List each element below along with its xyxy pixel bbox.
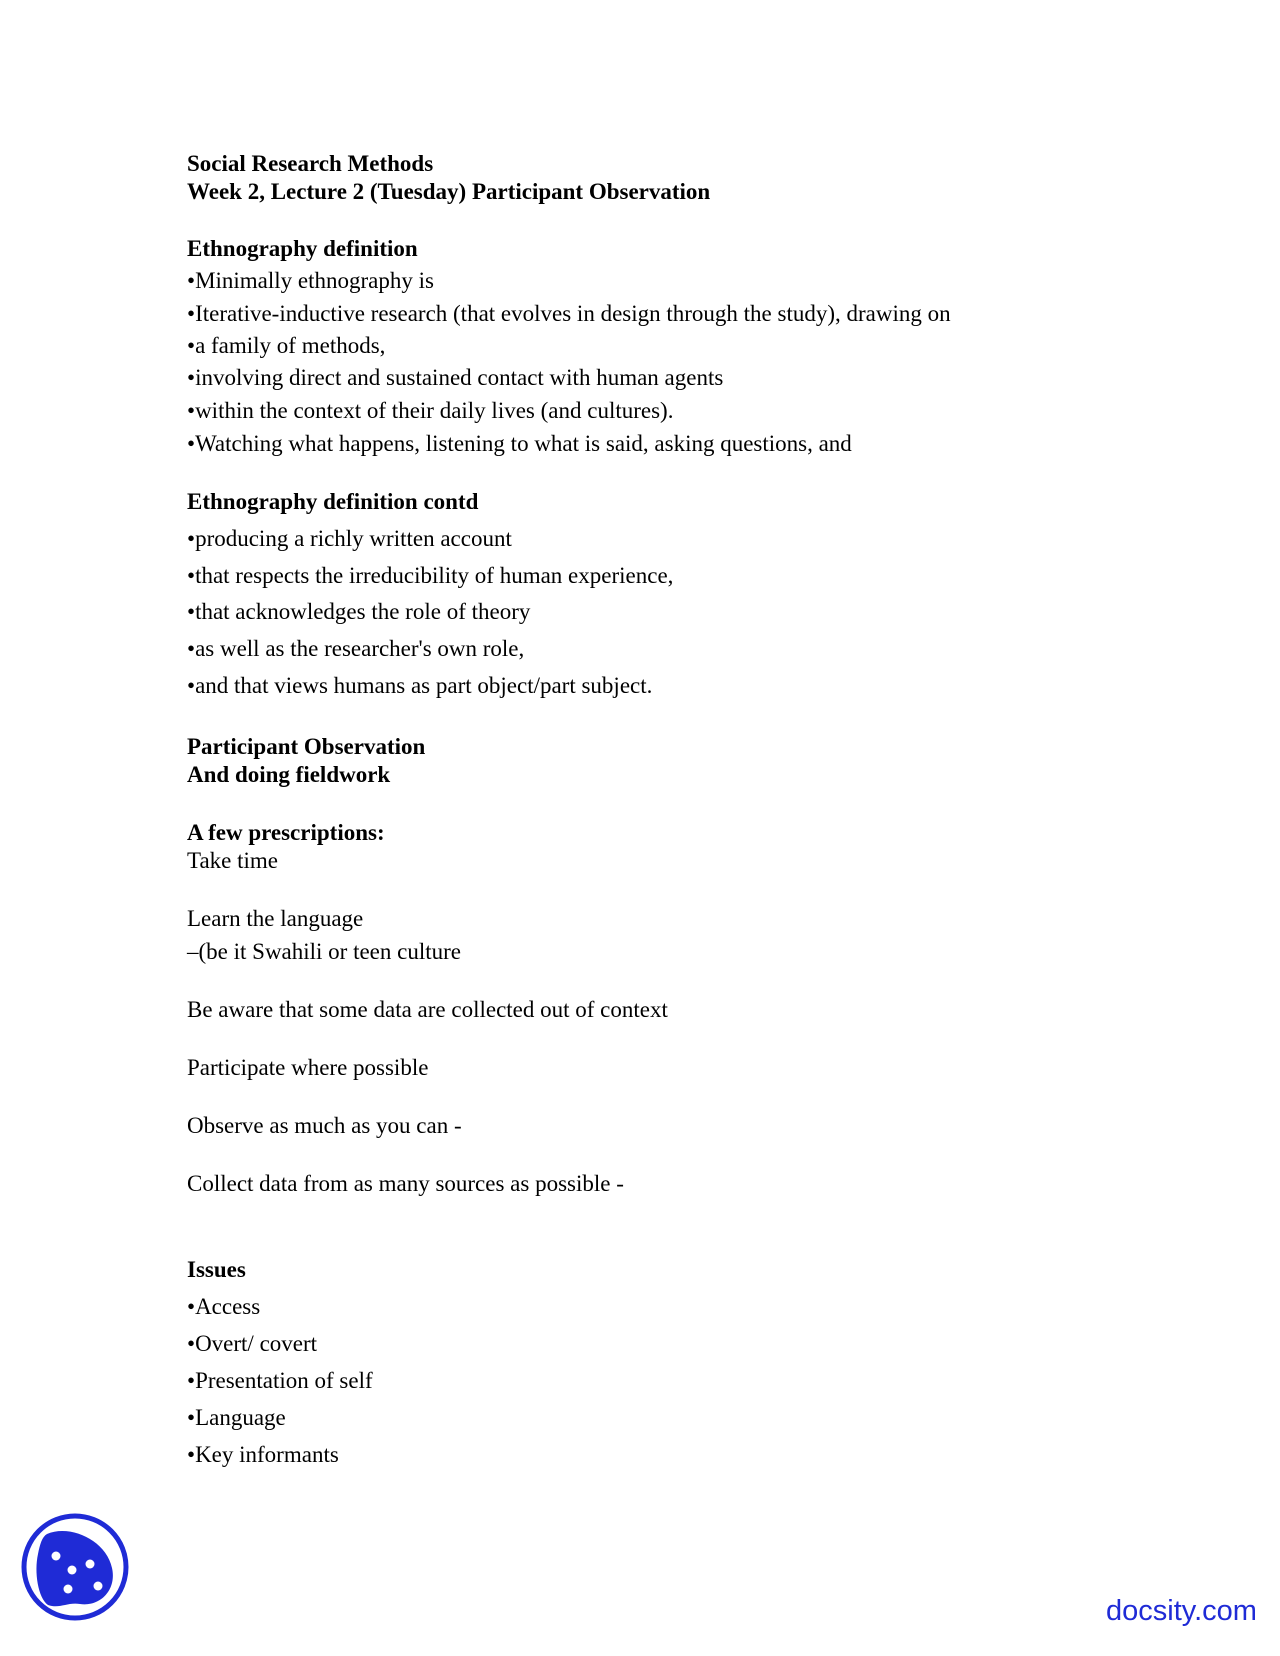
list-item bbox=[187, 598, 530, 626]
bullet-glyph: • bbox=[187, 268, 196, 293]
prescription-line: Be aware that some data are collected out of context bbox=[187, 997, 668, 1022]
list-item-text: Presentation of self bbox=[195, 1368, 373, 1393]
prescription-line: Collect data from as many sources as possible - bbox=[187, 1171, 624, 1196]
list-item bbox=[187, 672, 652, 700]
bullet-glyph: • bbox=[187, 636, 196, 661]
section-heading-ethnography-definition: Ethnography definition bbox=[187, 236, 418, 261]
bullet-glyph: • bbox=[187, 365, 196, 390]
bullet-glyph: • bbox=[187, 563, 196, 588]
section-heading-prescriptions: A few prescriptions: bbox=[187, 820, 385, 845]
list-item bbox=[187, 525, 512, 553]
bullet-glyph: • bbox=[187, 1294, 196, 1319]
list-item bbox=[187, 1293, 260, 1321]
list-item bbox=[187, 1330, 317, 1358]
list-item bbox=[187, 430, 852, 458]
bullet-glyph: • bbox=[187, 599, 196, 624]
list-item-text: Iterative-inductive research (that evolves in design through the study), drawing on bbox=[195, 301, 951, 326]
list-item-text: Key informants bbox=[195, 1442, 339, 1467]
list-item bbox=[187, 1367, 373, 1395]
list-item-text: a family of methods, bbox=[195, 333, 386, 358]
section-heading-doing-fieldwork: And doing fieldwork bbox=[187, 762, 391, 787]
bullet-glyph: • bbox=[187, 526, 196, 551]
list-item bbox=[187, 267, 434, 295]
bullet-glyph: • bbox=[187, 333, 196, 358]
list-item-text: within the context of their daily lives (and cultures). bbox=[195, 398, 674, 423]
list-item bbox=[187, 1404, 286, 1432]
prescription-line: –(be it Swahili or teen culture bbox=[187, 939, 462, 964]
prescription-line: Learn the language bbox=[187, 906, 364, 931]
list-item-text: that respects the irreducibility of human experience, bbox=[195, 563, 674, 588]
list-item-text: that acknowledges the role of theory bbox=[195, 599, 531, 624]
bullet-glyph: • bbox=[187, 1368, 196, 1393]
list-item bbox=[187, 1441, 339, 1469]
prescription-line: Participate where possible bbox=[187, 1055, 429, 1080]
list-item-text: Access bbox=[195, 1294, 261, 1319]
section-heading-participant-observation: Participant Observation bbox=[187, 734, 426, 759]
prescription-line: Observe as much as you can - bbox=[187, 1113, 462, 1138]
list-item bbox=[187, 332, 385, 360]
bullet-glyph: • bbox=[187, 431, 196, 456]
section-heading-issues: Issues bbox=[187, 1257, 246, 1282]
bullet-glyph: • bbox=[187, 398, 196, 423]
list-item-text: Minimally ethnography is bbox=[195, 268, 434, 293]
list-item bbox=[187, 364, 723, 392]
docsity-logo-icon bbox=[20, 1512, 130, 1622]
bullet-glyph: • bbox=[187, 1331, 196, 1356]
list-item-text: Watching what happens, listening to what is said, asking questions, and bbox=[195, 431, 852, 456]
list-item-text: Language bbox=[195, 1405, 286, 1430]
docsity-logo-svg bbox=[20, 1512, 130, 1622]
prescription-line: Take time bbox=[187, 848, 278, 873]
list-item bbox=[187, 300, 951, 328]
list-item-text: involving direct and sustained contact with human agents bbox=[195, 365, 724, 390]
list-item-text: producing a richly written account bbox=[195, 526, 512, 551]
list-item bbox=[187, 562, 673, 590]
bullet-glyph: • bbox=[187, 301, 196, 326]
bullet-glyph: • bbox=[187, 1405, 196, 1430]
list-item-text: and that views humans as part object/part subject. bbox=[195, 673, 653, 698]
list-item bbox=[187, 397, 673, 425]
docsity-brand-link[interactable]: docsity.com bbox=[1106, 1595, 1257, 1627]
document-subtitle: Week 2, Lecture 2 (Tuesday) Participant Observation bbox=[187, 179, 711, 204]
bullet-glyph: • bbox=[187, 673, 196, 698]
section-heading-ethnography-definition-contd: Ethnography definition contd bbox=[187, 489, 479, 514]
list-item bbox=[187, 635, 524, 663]
list-item-text: Overt/ covert bbox=[195, 1331, 318, 1356]
list-item-text: as well as the researcher's own role, bbox=[195, 636, 525, 661]
bullet-glyph: • bbox=[187, 1442, 196, 1467]
document-title: Social Research Methods bbox=[187, 151, 434, 176]
